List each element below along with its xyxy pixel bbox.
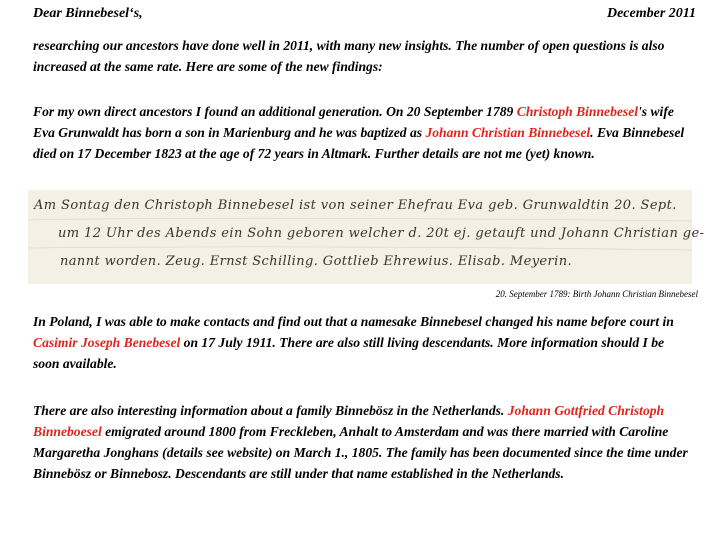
manuscript-caption: 20. September 1789: Birth Johann Christian Binnebesel bbox=[495, 289, 698, 299]
manuscript-image bbox=[28, 190, 705, 284]
paragraph-intro bbox=[33, 35, 693, 77]
manuscript-line: Am Sontag den Christoph Binnebesel ist von seiner Ehefrau Eva geb. Grunwaldtin 20. Sept. bbox=[34, 198, 677, 213]
paragraph-text: on 17 July 1911. There are also still living descendants. More information should I be soon available. bbox=[33, 335, 665, 371]
letter-date: December 2011 bbox=[606, 6, 696, 21]
letter-greeting: Dear Binnebesel‘s, bbox=[33, 6, 143, 21]
manuscript-line: um 12 Uhr des Abends ein Sohn geboren welcher d. 20t ej. getauft und Johann Christian ge- bbox=[58, 226, 705, 241]
paragraph-text: . Eva Binnebesel died on 17 December 1823 at the age of 72 years in Altmark. Further details are not me (yet) known. bbox=[33, 125, 685, 161]
paragraph-text: In Poland, I was able to make contacts and find out that a namesake Binnebesel changed his name before court in bbox=[33, 314, 674, 329]
highlighted-name: Johann Gottfried Christoph Binneboesel bbox=[33, 403, 665, 439]
paragraph-netherlands bbox=[33, 400, 693, 484]
paragraph-text: 's wife Eva Grunwaldt has born a son in Marienburg and he was baptized as bbox=[33, 104, 674, 140]
highlighted-name: Christoph Binnebesel bbox=[516, 104, 639, 119]
highlighted-name: Casimir Joseph Benebesel bbox=[33, 335, 181, 350]
paragraph-text: researching our ancestors have done well in 2011, with many new insights. The number of open questions is also increased at the same rate. Here are some of the new findings: bbox=[33, 38, 665, 74]
paragraph-direct-ancestors bbox=[33, 101, 693, 164]
paragraph-text: For my own direct ancestors I found an additional generation. On 20 September 1789 bbox=[33, 104, 517, 119]
manuscript-line: nannt worden. Zeug. Ernst Schilling. Gottlieb Ehrewius. Elisab. Meyerin. bbox=[60, 254, 573, 269]
paragraph-text: There are also interesting information about a family Binnebösz in the Netherlands. bbox=[33, 403, 508, 418]
paragraph-poland bbox=[33, 311, 693, 374]
highlighted-name: Johann Christian Binnebesel bbox=[425, 125, 591, 140]
paragraph-text: emigrated around 1800 from Freckleben, Anhalt to Amsterdam and was there married with Caroline Margaretha Jonghans (details see website) on March 1., 1805. The family has been documented since the time under Binnebösz or Binnebosz. Descendants are still under that name established in the Netherlands. bbox=[33, 424, 688, 481]
